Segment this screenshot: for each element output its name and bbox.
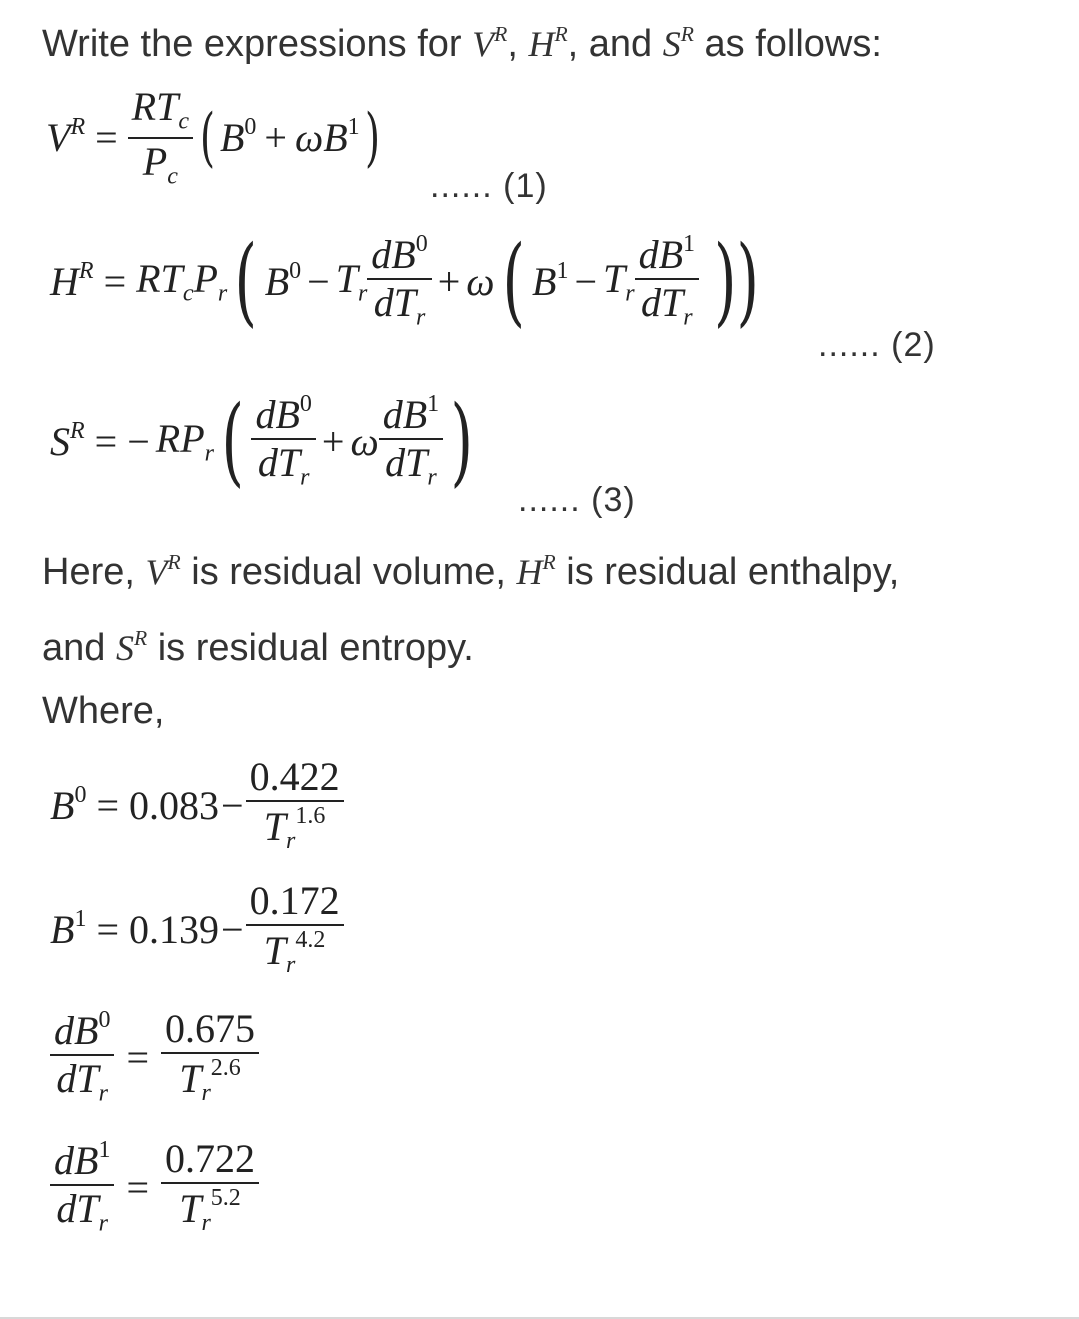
intro-sep1: , (507, 23, 518, 66)
symbol-sr-2: $S^R$ (115, 626, 148, 669)
eq1-lhs: $V^R$ (46, 114, 86, 161)
intro-sep2: , and (567, 23, 653, 66)
eq1-fraction: $\frac{RT_c}{P_c}$ (128, 86, 193, 189)
equation-hr: $H^R$ = $RT_cP_r$ ( $B^0$ − $T_r$ $\frac{dB^0}{dT_r}$ + ω ( $B^1$ − $T_r$ $\frac{dB^1}{dT_r}$ )) (50, 225, 759, 338)
equation-tag-1: ...... (1) (430, 167, 548, 205)
symbol-hr-2: $H^R$ (516, 550, 556, 593)
explanation-line-1: Here, $V^R$ is residual volume, $H^R$ is residual enthalpy, (42, 550, 900, 594)
symbol-sr: $S^R$ (662, 22, 694, 65)
intro-prefix: Write the expressions for (42, 23, 462, 66)
explanation-line-2: and $S^R$ is residual entropy. (42, 626, 474, 670)
equation-db0: $\frac{dB^0}{dT_r}$ = $\frac{0.675}{T_r^{2.6}}$ (50, 1008, 259, 1106)
symbol-vr: $V^R$ (472, 22, 508, 65)
equation-sr: $S^R$ = − $RP_r$ ( $\frac{dB^0}{dT_r}$ + ω $\frac{dB^1}{dT_r}$ ) (50, 385, 474, 498)
equation-tag-3: ...... (3) (518, 481, 636, 519)
intro-suffix: as follows: (704, 23, 882, 66)
eq2-lhs: $H^R$ (50, 257, 94, 304)
equation-tag-2: ...... (2) (818, 326, 936, 364)
symbol-hr: $H^R$ (528, 22, 568, 65)
intro-line (42, 22, 882, 66)
eq3-lhs: $S^R$ (50, 417, 85, 464)
equation-vr: $V^R$ = $\frac{RT_c}{P_c}$ ( $B^0$ + $\omega B^1$ ) (46, 84, 380, 189)
equation-b0: $B^0$ = 0.083 − $\frac{0.422}{T_r^{1.6}}$ (50, 756, 344, 854)
where-label: Where, (42, 690, 165, 732)
equation-db1: $\frac{dB^1}{dT_r}$ = $\frac{0.722}{T_r^{5.2}}$ (50, 1138, 259, 1236)
symbol-vr-2: $V^R$ (145, 550, 181, 593)
equation-b1: $B^1$ = 0.139 − $\frac{0.172}{T_r^{4.2}}$ (50, 880, 344, 978)
